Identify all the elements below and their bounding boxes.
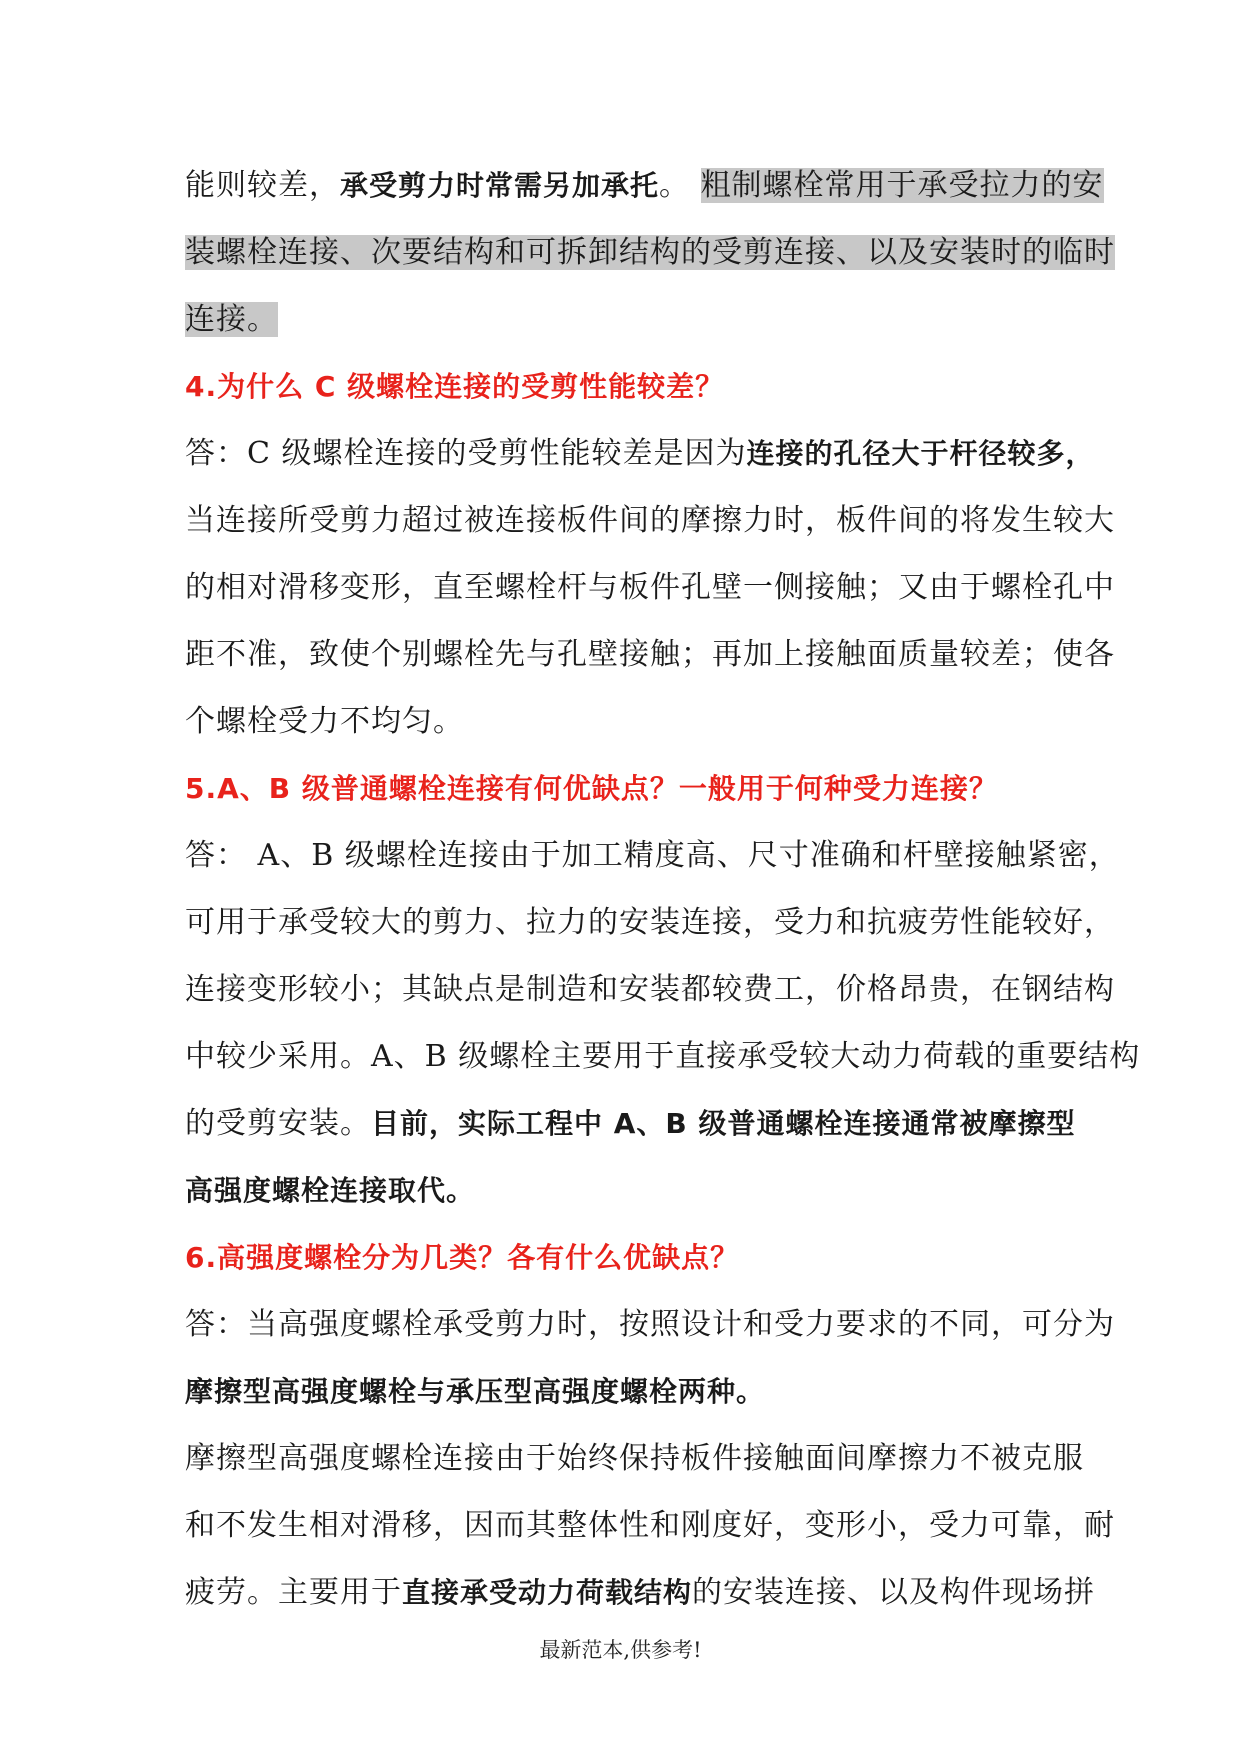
question-heading-6: 6.高强度螺栓分为几类？各有什么优缺点？	[185, 1241, 740, 1274]
text-span: 。	[659, 168, 701, 203]
text-span: 疲劳。主要用于	[185, 1575, 402, 1610]
text-line: 答：当高强度螺栓承受剪力时，按照设计和受力要求的不同，可分为	[185, 1307, 1115, 1342]
question-heading-5: 5.A、B 级普通螺栓连接有何优缺点？一般用于何种受力连接？	[185, 772, 998, 805]
text-line: 摩擦型高强度螺栓连接由于始终保持板件接触面间摩擦力不被克服	[185, 1441, 1084, 1476]
text-line	[185, 1559, 1096, 1626]
text-span: 的安装连接、以及构件现场拼	[692, 1575, 1096, 1610]
text-line	[185, 286, 1065, 353]
text-line	[185, 420, 1095, 487]
text-span: 答：C 级螺栓连接的受剪性能较差是因为	[185, 436, 747, 471]
bold-text: 承受剪力时常需另加承托	[340, 169, 660, 202]
text-line: 和不发生相对滑移，因而其整体性和刚度好，变形小，受力可靠，耐	[185, 1508, 1115, 1543]
question-heading-4: 4.为什么 C 级螺栓连接的受剪性能较差？	[185, 370, 725, 403]
text-line: 的相对滑移变形，直至螺栓杆与板件孔壁一侧接触；又由于螺栓孔中	[185, 570, 1115, 605]
text-line	[185, 219, 1115, 286]
text-span: 的受剪安装。	[185, 1106, 371, 1141]
text-line: 连接变形较小；其缺点是制造和安装都较费工，价格昂贵，在钢结构	[185, 972, 1115, 1007]
page-footer: 最新范本,供参考!	[539, 1638, 702, 1662]
bold-line: 高强度螺栓连接取代。	[185, 1174, 476, 1207]
text-line: 当连接所受剪力超过被连接板件间的摩擦力时，板件间的将发生较大	[185, 503, 1115, 538]
bold-line: 摩擦型高强度螺栓与承压型高强度螺栓两种。	[185, 1375, 766, 1408]
text-line: 距不准，致使个别螺栓先与孔壁接触；再加上接触面质量较差；使各	[185, 637, 1115, 672]
text-line: 答： A、B 级螺栓连接由于加工精度高、尺寸准确和杆壁接触紧密，	[185, 838, 1120, 873]
bold-text: 目前，实际工程中 A、B 级普通螺栓连接通常被摩擦型	[371, 1107, 1076, 1140]
text-line: 中较少采用。A、B 级螺栓主要用于直接承受较大动力荷载的重要结构	[185, 1039, 1141, 1074]
highlighted-text: 粗制螺栓常用于承受拉力的安	[700, 168, 1104, 203]
bold-text: 连接的孔径大于杆径较多，	[746, 437, 1095, 470]
text-line	[185, 152, 1104, 219]
bold-text: 直接承受动力荷载结构	[402, 1576, 693, 1609]
document-body	[185, 152, 1141, 1626]
text-line: 可用于承受较大的剪力、拉力的安装连接，受力和抗疲劳性能较好，	[185, 905, 1115, 940]
text-line	[185, 1090, 1076, 1157]
text-line: 个螺栓受力不均匀。	[185, 704, 464, 739]
highlighted-text: 连接。	[185, 302, 278, 337]
highlighted-text: 装螺栓连接、次要结构和可拆卸结构的受剪连接、以及安装时的临时	[185, 235, 1115, 270]
text-span: 能则较差，	[185, 168, 340, 203]
